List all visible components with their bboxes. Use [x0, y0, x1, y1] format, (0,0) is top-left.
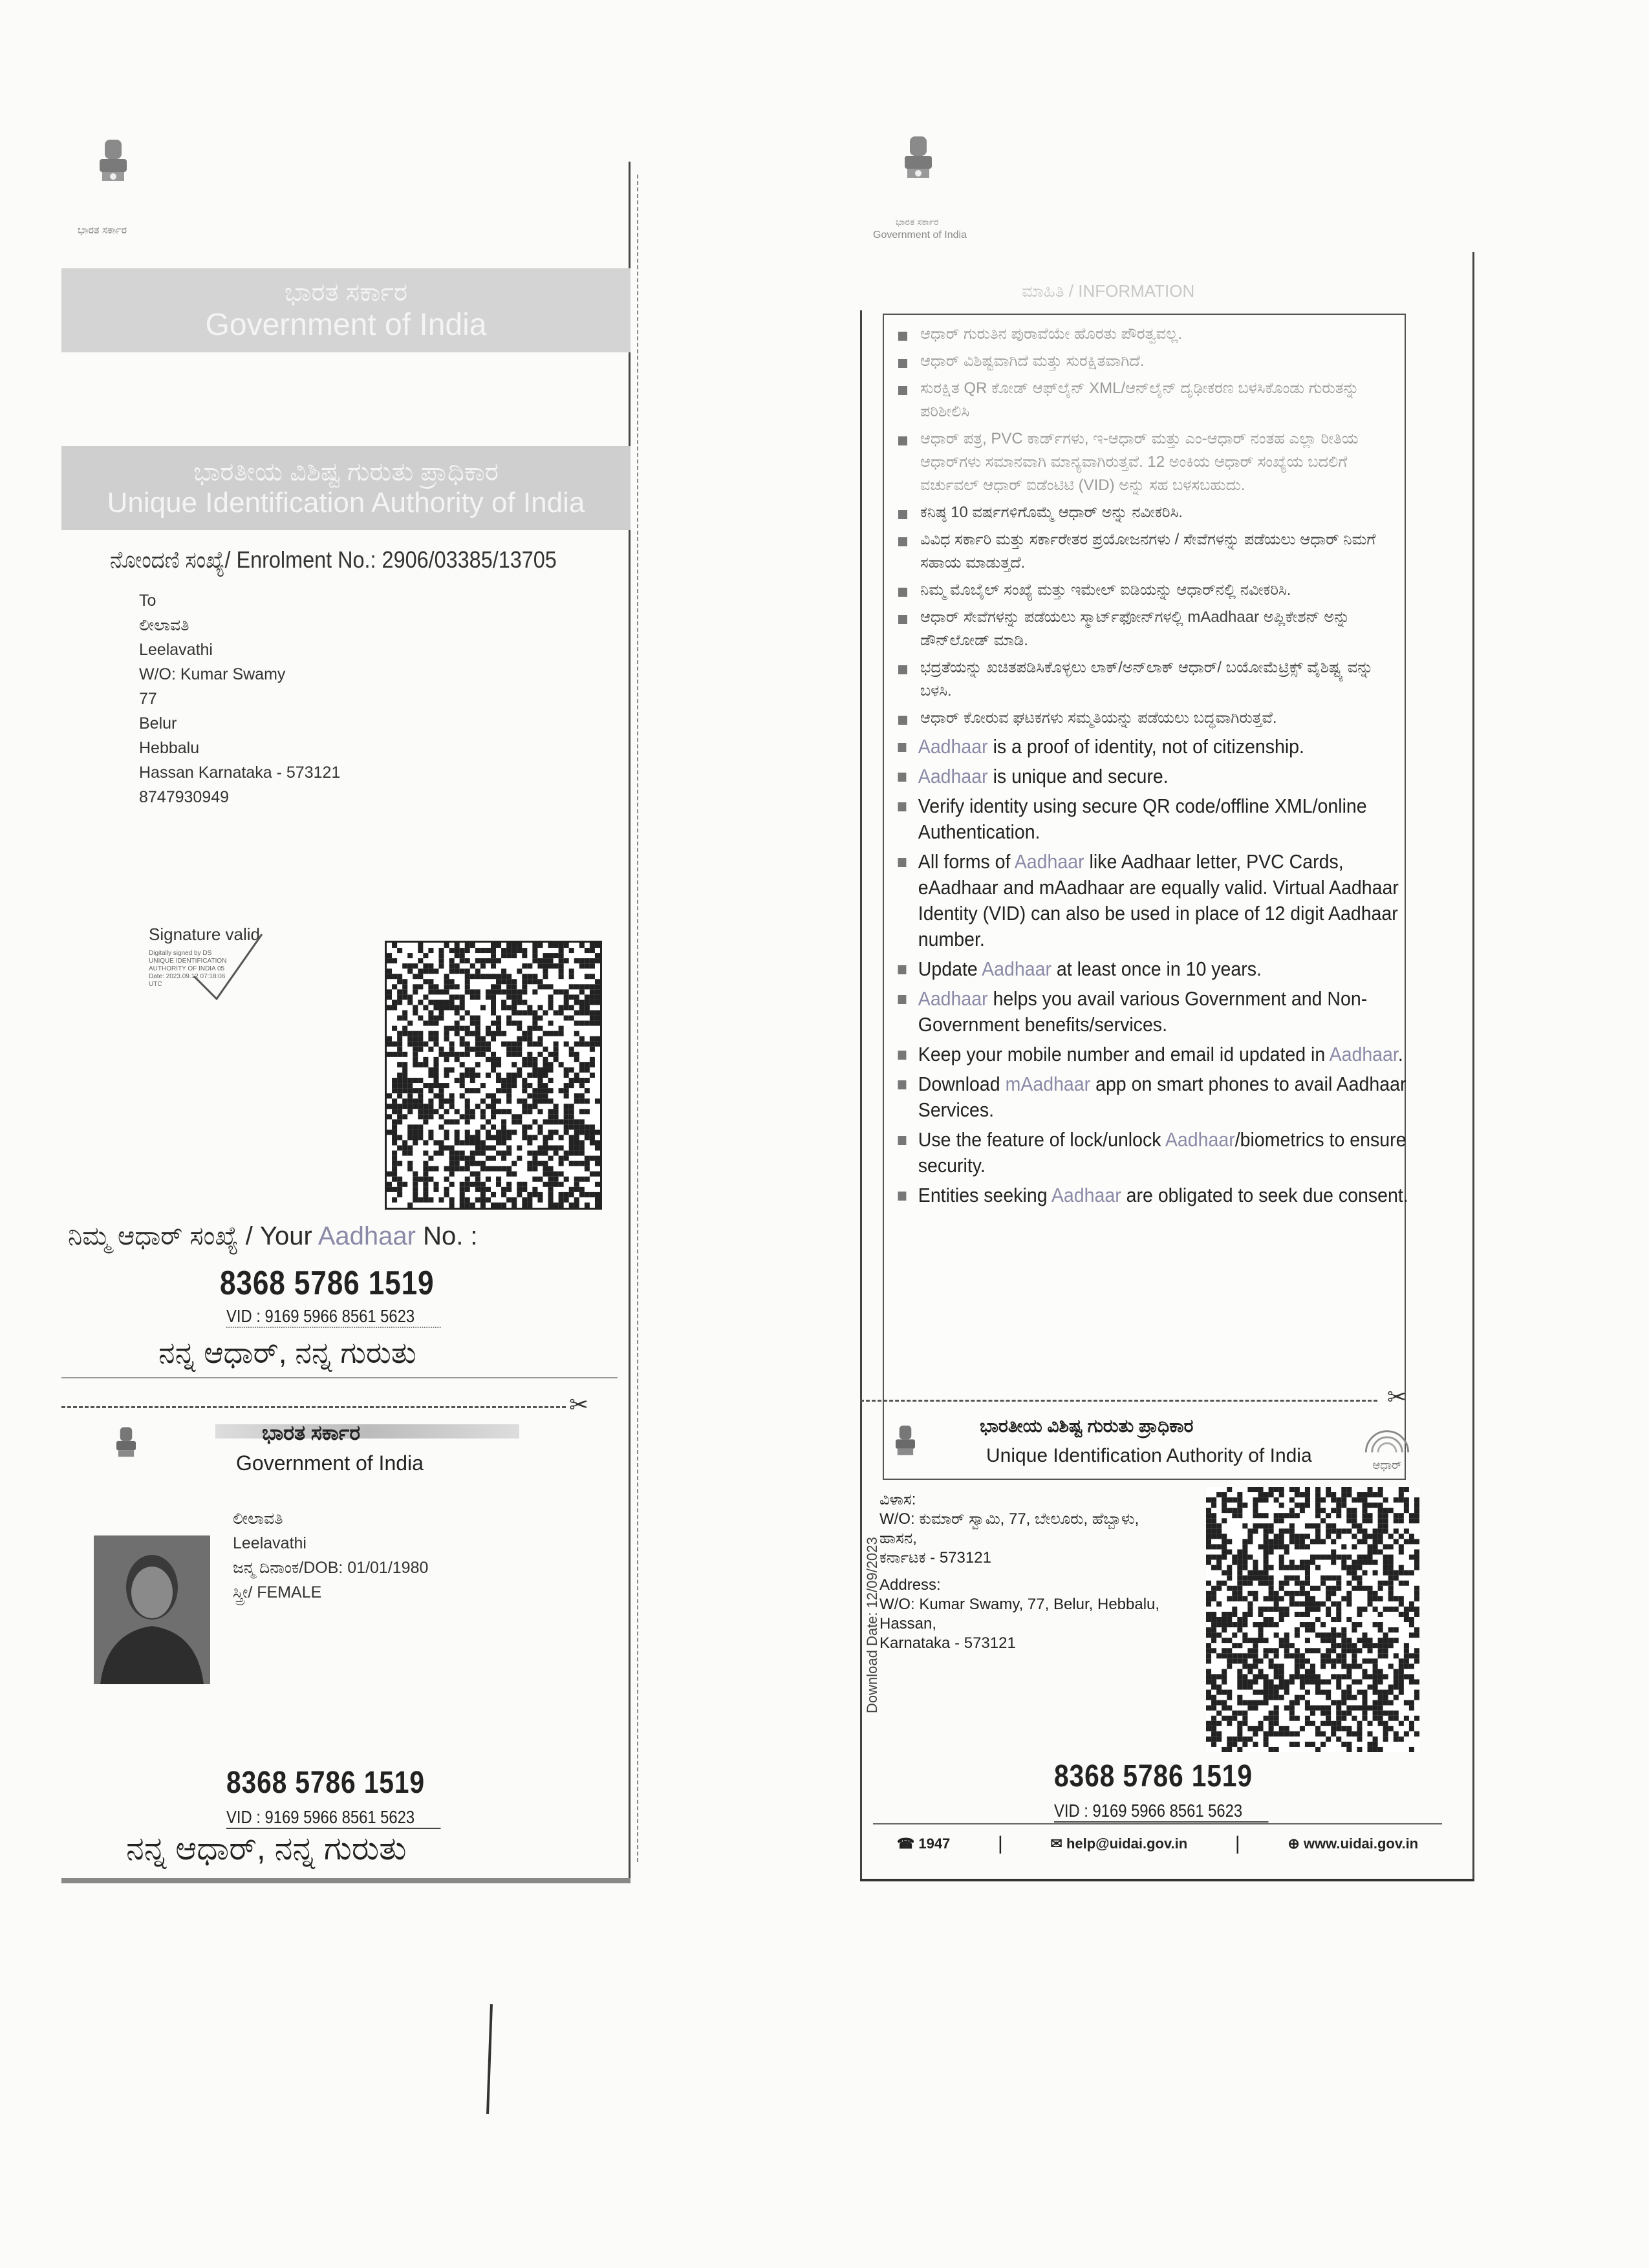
english-points — [894, 734, 1408, 1208]
mail-icon: ✉ — [1050, 1835, 1066, 1852]
address-locality: Belur — [139, 714, 177, 733]
point-text: /biometrics to ensure security. — [918, 1128, 1406, 1177]
address-line: Hassan, — [879, 1615, 937, 1632]
vid-number: VID : 9169 5966 8561 5623 — [226, 1306, 441, 1328]
card-gov-kannada: ಭಾರತ ಸರ್ಕಾರ — [262, 1421, 361, 1444]
your-aadhaar-kannada: ನಿಮ್ಮ ಆಧಾರ್ ಸಂಖ್ಯೆ — [68, 1222, 239, 1250]
your-aadhaar-suffix: No. : — [415, 1222, 478, 1250]
address-kannada-line: W/O: ಕುಮಾರ್ ಸ್ವಾಮಿ, 77, ಬೇಲೂರು, ಹೆಬ್ಬಾಳು, — [879, 1510, 1139, 1528]
recipient-address — [139, 588, 340, 809]
aadhaar-logo-icon — [1358, 1419, 1416, 1471]
header-band-government — [61, 268, 630, 352]
enrolment-number: ನೋಂದಣಿ ಸಂಖ್ಯೆ/ Enrolment No.: 2906/03385/13705 — [110, 546, 557, 573]
national-emblem-icon — [91, 136, 136, 207]
address-to: To — [139, 592, 156, 610]
card-holder-details — [233, 1506, 428, 1605]
right-aadhaar-letter — [860, 123, 1461, 1881]
kannada-points — [894, 501, 1394, 730]
card-vid: VID : 9169 5966 8561 5623 — [226, 1807, 441, 1829]
logo-caption: ಆಧಾರ್ — [1372, 1459, 1402, 1471]
card-authority-english: Unique Identification Authority of India — [986, 1445, 1312, 1466]
signature-detail: UTC — [149, 981, 162, 988]
address-kannada-line: ಕರ್ನಾಟಕ - 573121 — [879, 1549, 991, 1567]
footer-separator: | — [997, 1833, 1003, 1854]
list-item — [894, 849, 1415, 952]
aadhaar-word: Aadhaar — [1014, 850, 1084, 873]
card-emblem-icon — [110, 1422, 142, 1477]
panel-bottom-border — [860, 1879, 1474, 1881]
point-text: are obligated to seek due consent. — [1121, 1184, 1408, 1206]
address-name-kannada: ಲೀಲಾವತಿ — [139, 616, 189, 634]
header-band-uidai — [61, 446, 630, 530]
list-item — [894, 956, 1415, 982]
header-band-uidai-kannada: ಭಾರತೀಯ ವಿಶಿಷ್ಟ ಗುರುತು ಪ್ರಾಧಿಕಾರ — [193, 457, 499, 486]
list-item — [894, 1042, 1415, 1067]
card-emblem-icon — [889, 1419, 921, 1477]
national-emblem-icon — [896, 133, 941, 204]
emblem-caption: ಭಾರತ ಸರ್ಕಾರ — [78, 225, 127, 236]
info-title: ಮಾಹಿತಿ / INFORMATION — [1022, 281, 1195, 301]
aadhaar-word: mAadhaar — [1005, 1073, 1091, 1095]
address-house: 77 — [139, 690, 157, 708]
address-label: Address: — [879, 1576, 941, 1594]
card-authority-kannada: ಭಾರತೀಯ ವಿಶಿಷ್ಟ ಗುರುತು ಪ್ರಾಧಿಕಾರ — [980, 1416, 1194, 1436]
point-text: is unique and secure. — [987, 765, 1169, 787]
point-text: Download — [918, 1073, 1006, 1095]
point-text: at least once in 10 years. — [1051, 957, 1262, 980]
cut-line — [860, 1400, 1377, 1402]
aadhaar-word: Aadhaar — [918, 735, 988, 758]
address-label-kannada: ವಿಳಾಸ: — [879, 1491, 916, 1508]
footer-phone — [897, 1835, 950, 1852]
aadhaar-word: Aadhaar — [318, 1222, 416, 1250]
point-text: All forms of — [918, 850, 1015, 873]
divider — [61, 1377, 618, 1378]
address-district: Hassan Karnataka - 573121 — [139, 764, 341, 782]
kannada-points-faded — [894, 323, 1394, 497]
address-line: Karnataka - 573121 — [879, 1634, 1016, 1652]
card-name-kannada: ಲೀಲಾವತಿ — [233, 1510, 283, 1528]
information-box — [883, 314, 1406, 1480]
panel-right-border — [1472, 252, 1474, 1881]
list-item — [894, 986, 1415, 1038]
point-text: . — [1397, 1043, 1403, 1065]
card-aadhaar-number: 8368 5786 1519 — [1054, 1759, 1253, 1793]
list-item — [894, 734, 1415, 760]
aadhaar-word: Aadhaar — [918, 987, 988, 1010]
address-relation: W/O: Kumar Swamy — [139, 665, 286, 683]
emblem-caption-english: Government of India — [873, 230, 967, 241]
list-item: ಆಧಾರ್ ಗುರುತಿನ ಪುರಾವೆಯೇ ಹೊರತು ಪೌರತ್ವವಲ್ಲ. — [894, 323, 1394, 346]
point-text: Keep your mobile number and email id updated in — [918, 1043, 1330, 1065]
card-gender: ಸ್ತ್ರೀ/ FEMALE — [233, 1583, 322, 1601]
card-vid: VID : 9169 5966 8561 5623 — [1054, 1801, 1269, 1823]
footer-email — [1050, 1835, 1187, 1852]
list-item: ಆಧಾರ್ ಪತ್ರ, PVC ಕಾರ್ಡ್‌ಗಳು, ಇ-ಆಧಾರ್ ಮತ್ತು ಎಂ-ಆಧಾರ್ ನಂತಹ ಎಲ್ಲಾ ರೀತಿಯ ಆಧಾರ್‌ಗಳು ಸಮಾನವಾಗಿ ಮಾನ್ಯವಾಗಿರುತ್ತವೆ. 12 ಅಂಕಿಯ ಆಧಾರ್ ಸಂಖ್ಯೆಯ ಬದಲಿಗೆ ವರ್ಚುವಲ್ ಆಧಾರ್ ಐಡೆಂಟಿಟಿ (VID) ಅನ್ನು ಸಹ ಬಳಸಬಹುದು. — [894, 427, 1394, 497]
list-item — [894, 764, 1415, 789]
aadhaar-number: 8368 5786 1519 — [220, 1265, 435, 1302]
point-text: Update — [918, 957, 982, 980]
signature-detail: AUTHORITY OF INDIA 05 — [149, 965, 225, 972]
perforation-line — [637, 175, 638, 1862]
point-text: Entities seeking — [918, 1184, 1051, 1206]
card-name: Leelavathi — [233, 1534, 307, 1552]
panel-border — [629, 162, 630, 1881]
qr-code — [385, 941, 602, 1210]
header-band-kannada: ಭಾರತ ಸರ್ಕಾರ — [284, 278, 408, 306]
list-item — [894, 793, 1415, 845]
point-text: helps you avail various Government and Non-Government benefits/services. — [918, 987, 1368, 1036]
list-item: ವಿವಿಧ ಸರ್ಕಾರಿ ಮತ್ತು ಸರ್ಕಾರೇತರ ಪ್ರಯೋಜನಗಳು / ಸೇವೆಗಳನ್ನು ಪಡೆಯಲು ಆಧಾರ್ ನಿಮಗೆ ಸಹಾಯ ಮಾಡುತ್ತದೆ. — [894, 528, 1394, 575]
aadhaar-word: Aadhaar — [1329, 1043, 1398, 1065]
pen-mark — [486, 2004, 493, 2114]
footer-separator: | — [1234, 1833, 1240, 1854]
point-text: Use the feature of lock/unlock — [918, 1128, 1165, 1151]
list-item — [894, 1127, 1415, 1179]
card-footer — [873, 1823, 1442, 1863]
cut-line — [61, 1406, 566, 1408]
download-date: Download Date: 12/09/2023 — [864, 1537, 880, 1713]
left-aadhaar-letter — [61, 123, 630, 1881]
list-item — [894, 1071, 1415, 1123]
card-header-band — [215, 1424, 519, 1439]
phone-text: 1947 — [918, 1835, 951, 1852]
aadhaar-word: Aadhaar — [1165, 1128, 1235, 1151]
list-item: ಕನಿಷ್ಠ 10 ವರ್ಷಗಳಿಗೊಮ್ಮೆ ಆಧಾರ್ ಅನ್ನು ನವೀಕರಿಸಿ. — [894, 501, 1394, 524]
address-line: W/O: Kumar Swamy, 77, Belur, Hebbalu, — [879, 1596, 1160, 1613]
address-phone: 8747930949 — [139, 788, 230, 806]
qr-pattern — [1206, 1487, 1419, 1752]
address-name: Leelavathi — [139, 641, 213, 659]
card-address — [879, 1490, 1216, 1653]
signature-label: Signature valid — [149, 925, 260, 944]
header-band-uidai-english: Unique Identification Authority of India — [107, 486, 585, 519]
address-kannada-line: ಹಾಸನ, — [879, 1530, 917, 1547]
signature-detail: UNIQUE IDENTIFICATION — [149, 957, 227, 965]
list-item: ಆಧಾರ್ ಕೋರುವ ಘಟಕಗಳು ಸಮ್ಮತಿಯನ್ನು ಪಡೆಯಲು ಬದ್ಧವಾಗಿರುತ್ತವೆ. — [894, 707, 1394, 730]
card-bottom-edge — [61, 1878, 630, 1883]
your-aadhaar-prefix: / Your — [238, 1222, 318, 1250]
list-item: ನಿಮ್ಮ ಮೊಬೈಲ್ ಸಂಖ್ಯೆ ಮತ್ತು ಇಮೇಲ್ ಐಡಿಯನ್ನು ಆಧಾರ್‌ನಲ್ಲಿ ನವೀಕರಿಸಿ. — [894, 579, 1394, 602]
tagline: ನನ್ನ ಆಧಾರ್, ನನ್ನ ಗುರುತು — [158, 1336, 416, 1369]
card-dob: ಜನ್ಮ ದಿನಾಂಕ/DOB: 01/01/1980 — [233, 1559, 429, 1577]
signature-check-icon — [188, 931, 265, 1009]
address-village: Hebbalu — [139, 739, 200, 757]
aadhaar-word: Aadhaar — [1051, 1184, 1121, 1206]
emblem-caption-kannada: ಭಾರತ ಸರ್ಕಾರ — [896, 217, 939, 227]
point-text: Verify identity using secure QR code/offline XML/online Authentication. — [918, 795, 1367, 843]
aadhaar-word: Aadhaar — [982, 957, 1051, 980]
digital-signature — [149, 925, 291, 1022]
signature-detail: Date: 2023.09.12 07:18:06 — [149, 973, 226, 980]
card-gov-english: Government of India — [236, 1451, 424, 1475]
phone-icon: ☎ — [896, 1835, 919, 1852]
point-text: is a proof of identity, not of citizenship. — [987, 735, 1304, 758]
card-qr-code — [1206, 1487, 1419, 1752]
footer-web — [1288, 1835, 1418, 1852]
scissors-icon: ✂ — [1387, 1384, 1407, 1410]
list-item — [894, 1182, 1415, 1208]
point-text: like Aadhaar letter, PVC Cards, eAadhaar and mAadhaar are equally valid. Virtual Aadhaar Identity (VID) can also be used in place of 12 digit Aadhaar number. — [918, 850, 1399, 950]
fingerprint-arcs — [1358, 1419, 1416, 1455]
scissors-icon: ✂ — [569, 1391, 589, 1418]
email-text: help@uidai.gov.in — [1066, 1835, 1188, 1852]
person-icon — [94, 1535, 210, 1684]
globe-icon: ⊕ — [1288, 1835, 1304, 1852]
web-text: www.uidai.gov.in — [1303, 1835, 1419, 1852]
holder-photo — [94, 1535, 210, 1684]
your-aadhaar-heading — [68, 1222, 478, 1251]
aadhaar-word: Aadhaar — [918, 765, 988, 787]
list-item: ಆಧಾರ್ ಸೇವೆಗಳನ್ನು ಪಡೆಯಲು ಸ್ಮಾರ್ಟ್‌ಫೋನ್‌ಗಳಲ್ಲಿ mAadhaar ಅಪ್ಲಿಕೇಶನ್ ಅನ್ನು ಡೌನ್‌ಲೋಡ್ ಮಾಡಿ. — [894, 606, 1394, 652]
list-item: ಸುರಕ್ಷಿತ QR ಕೋಡ್ ಆಫ್‌ಲೈನ್ XML/ಆನ್‌ಲೈನ್ ದೃಢೀಕರಣ ಬಳಸಿಕೊಂಡು ಗುರುತನ್ನು ಪರಿಶೀಲಿಸಿ — [894, 377, 1394, 423]
card-tagline: ನನ್ನ ಆಧಾರ್, ನನ್ನ ಗುರುತು — [126, 1830, 407, 1867]
list-item: ಭದ್ರತೆಯನ್ನು ಖಚಿತಪಡಿಸಿಕೊಳ್ಳಲು ಲಾಕ್/ಅನ್‌ಲಾಕ್ ಆಧಾರ್/ ಬಯೋಮೆಟ್ರಿಕ್ಸ್ ವೈಶಿಷ್ಟ್ಯ ವನ್ನು ಬಳಸಿ. — [894, 656, 1394, 703]
header-band-english: Government of India — [205, 308, 487, 342]
panel-left-border — [860, 310, 862, 1881]
card-aadhaar-number: 8368 5786 1519 — [226, 1766, 425, 1800]
qr-pattern — [387, 943, 600, 1208]
signature-detail: Digitally signed by DS — [149, 950, 212, 957]
list-item: ಆಧಾರ್ ವಿಶಿಷ್ಟವಾಗಿದೆ ಮತ್ತು ಸುರಕ್ಷಿತವಾಗಿದೆ. — [894, 350, 1394, 373]
point-text: app on smart phones to avail Aadhaar Services. — [918, 1073, 1406, 1121]
